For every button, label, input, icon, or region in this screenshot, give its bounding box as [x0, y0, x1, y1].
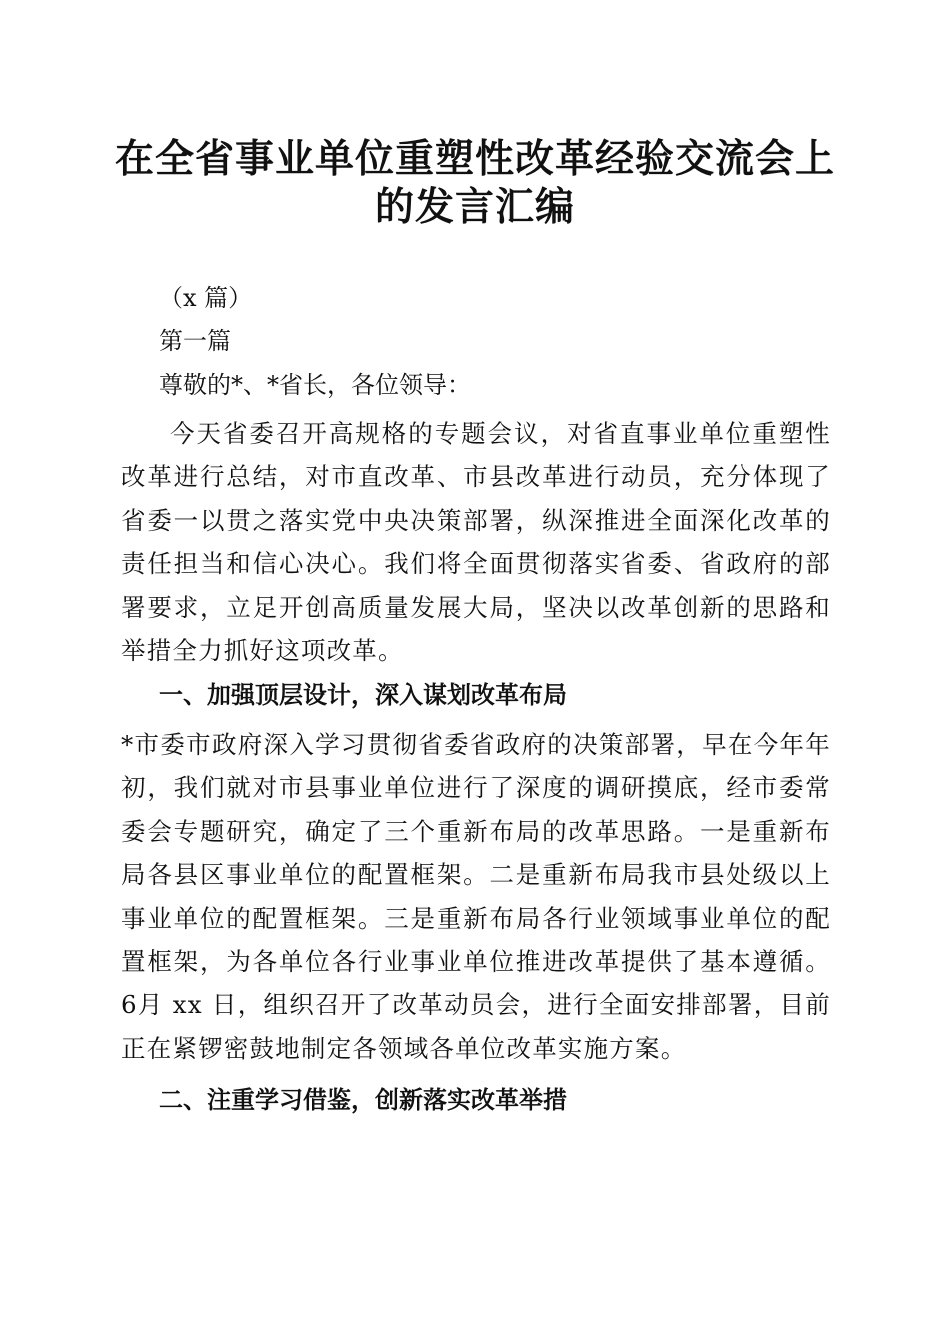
document-title: 在全省事业单位重塑性改革经验交流会上的发言汇编 — [114, 136, 835, 230]
section-heading-2: 二、注重学习借鉴，创新落实改革举措 — [159, 1086, 567, 1114]
section-1-paragraph: *市委市政府深入学习贯彻省委省政府的决策部署，早在今年年初，我们就对市县事业单位进行了深度的调研摸底，经市委常委会专题研究，确定了三个重新布局的改革思路。一是重新布局各县区事业单位的配置框架。二是重新布局我市县处级以上事业单位的配置框架。三是重新布局各行业领域事业单位的配置框架，为各单位各行业事业单位推进改革提供了基本遵循。6月 xx 日，组织召开了改革动员会，进行全面安排部署，目前正在紧锣密鼓地制定各领域各单位改革实施方案。 — [121, 730, 831, 1063]
intro-paragraph: 今天省委召开高规格的专题会议，对省直事业单位重塑性改革进行总结，对市直改革、市县改革进行动员，充分体现了省委一以贯之落实党中央决策部署，纵深推进全面深化改革的责任担当和信心决心。我们将全面贯彻落实省委、省政府的部署要求，立足开创高质量发展大局，坚决以改革创新的思路和举措全力抓好这项改革。 — [121, 419, 831, 666]
part-label: 第一篇 — [159, 327, 231, 355]
section-heading-1: 一、加强顶层设计，深入谋划改革布局 — [159, 681, 567, 709]
article-count-note: （x 篇） — [159, 284, 253, 312]
salutation: 尊敬的*、*省长，各位领导： — [159, 371, 471, 399]
